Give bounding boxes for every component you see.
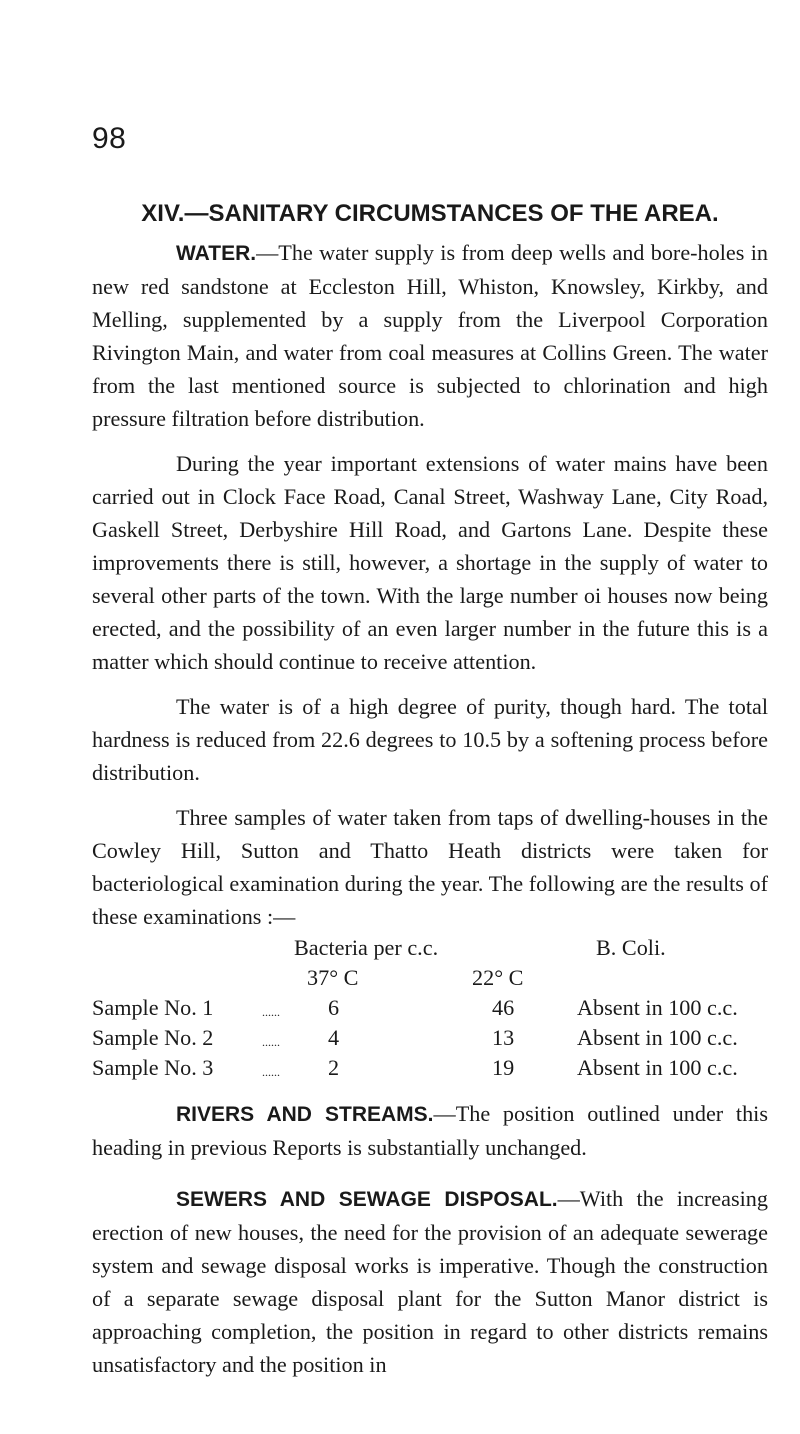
purity-paragraph: The water is of a high degree of purity, though hard. The total hardness is reduced from 22.6 degrees to 10.5 by a softening process before distribution. <box>92 694 768 785</box>
leader-dots: ...... <box>262 1065 280 1079</box>
sewers-paragraph <box>92 1182 768 1381</box>
results-table <box>92 935 768 1085</box>
leader-dots: ...... <box>262 1005 280 1019</box>
leader-dots: ...... <box>262 1035 280 1049</box>
table-cell-coli: Absent in 100 c.c. <box>577 1025 738 1050</box>
rivers-paragraph <box>92 1097 768 1164</box>
table-row-label: Sample No. 2 <box>92 1025 214 1050</box>
table-cell-coli: Absent in 100 c.c. <box>577 995 738 1020</box>
table-cell-22c: 19 <box>492 1055 515 1080</box>
document-body <box>92 200 768 1381</box>
samples-paragraph: Three samples of water taken from taps of dwelling-houses in the Cowley Hill, Sutton and Thatto Heath districts were taken for bacteriological examination during the year. The following are the results of these examinations :— <box>92 805 768 929</box>
table-cell-37c: 2 <box>328 1055 340 1080</box>
table-cell-37c: 4 <box>328 1025 340 1050</box>
section-heading: XIV.—SANITARY CIRCUMSTANCES OF THE AREA. <box>141 200 719 227</box>
sewers-lead: SEWERS AND SEWAGE DISPOSAL. <box>176 1188 558 1211</box>
table-cell-37c: 6 <box>328 995 340 1020</box>
table-cell-22c: 13 <box>492 1025 515 1050</box>
header-coli: B. Coli. <box>596 935 666 960</box>
water-text: —The water supply is from deep wells and bore-holes in new red sandstone at Eccleston Hill, Whiston, Knowsley, Kirkby, and Melling, supplemented by a supply from the Liverpool Corporation Rivington Main, and water from coal measures at Collins Green. The water from the last mentioned source is subjected to chlorination and high pressure filtration before distribution. <box>92 240 768 431</box>
rivers-text: —The position outlined under this heading in previous Reports is substantially unchanged. <box>92 1101 768 1160</box>
rivers-lead: RIVERS AND STREAMS. <box>176 1103 434 1126</box>
water-paragraph <box>92 236 768 435</box>
header-bacteria: Bacteria per c.c. <box>294 935 439 960</box>
sewers-text: —With the increasing erection of new houses, the need for the provision of an adequate sewerage system and sewage disposal works is imperative. Though the construction of a separate sewage disposal plant for the Sutton Manor district is approaching completion, the position in regard to other districts remains unsatisfactory and the position in <box>92 1186 768 1377</box>
header-22c: 22° C <box>472 965 524 990</box>
extensions-paragraph: During the year important extensions of water mains have been carried out in Clock Face Road, Canal Street, Washway Lane, City Road, Gaskell Street, Derbyshire Hill Road, and Gartons Lane. Despite these improvements there is still, however, a shortage in the supply of water to several other parts of the town. With the large number oi houses now being erected, and the possibility of an even larger number in the future this is a matter which should continue to receive attention. <box>92 451 768 674</box>
water-lead: WATER. <box>176 242 257 265</box>
table-row-label: Sample No. 3 <box>92 1055 214 1080</box>
table-row-label: Sample No. 1 <box>92 995 214 1020</box>
table-cell-coli: Absent in 100 c.c. <box>577 1055 738 1080</box>
table-cell-22c: 46 <box>492 995 515 1020</box>
header-37c: 37° C <box>307 965 359 990</box>
page-number: 98 <box>92 122 127 155</box>
